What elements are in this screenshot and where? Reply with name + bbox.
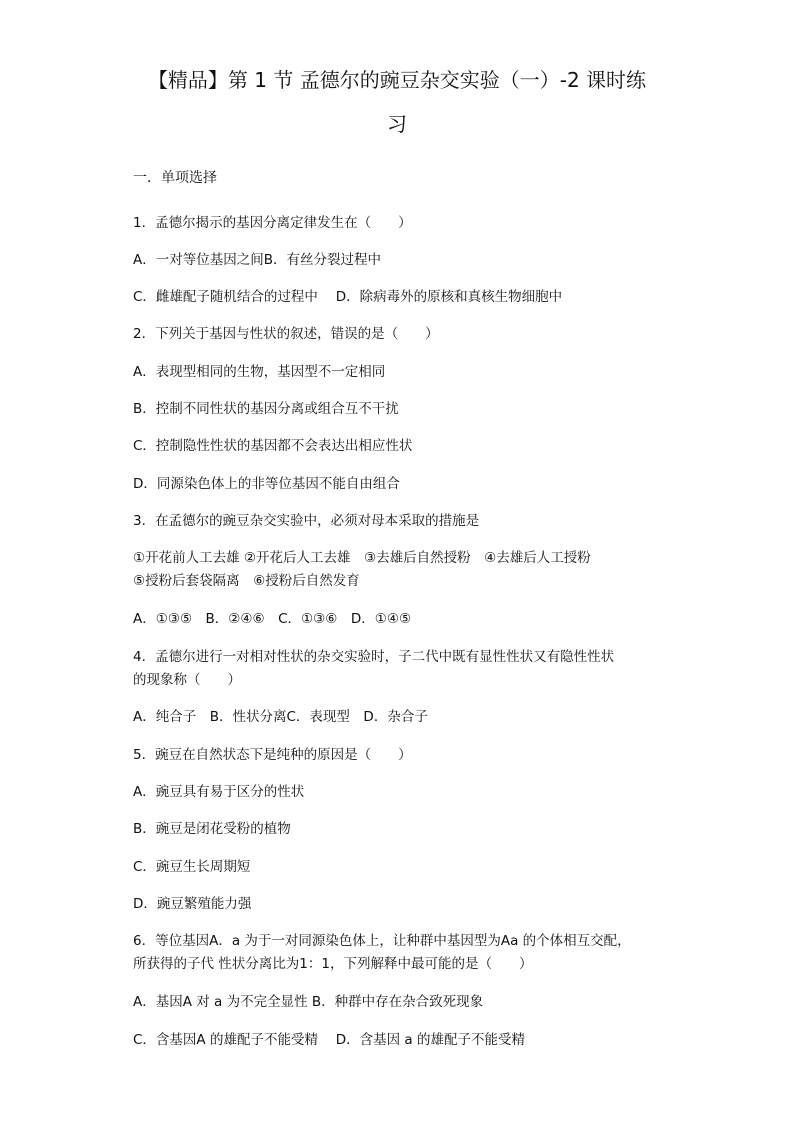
question-5-stem: 5．豌豆在自然状态下是纯种的原因是（ ） [133, 747, 412, 763]
question-2-option-d: D．同源染色体上的非等位基因不能自由组合 [133, 476, 400, 492]
question-6-options-cd: C．含基因A 的雄配子不能受精 D．含基因 a 的雄配子不能受精 [133, 1032, 525, 1048]
question-5-option-b: B．豌豆是闭花受粉的植物 [133, 821, 291, 837]
question-5-option-c: C．豌豆生长周期短 [133, 859, 251, 875]
question-3-stem: 3．在孟德尔的豌豆杂交实验中，必须对母本采取的措施是 [133, 513, 480, 529]
question-3-options: A．①③⑤ B．②④⑥ C．①③⑥ D．①④⑤ [133, 611, 412, 627]
question-2-option-c: C．控制隐性性状的基因都不会表达出相应性状 [133, 438, 413, 454]
question-6-stem-line2: 所获得的子代 性状分离比为1：1，下列解释中最可能的是（ ） [133, 956, 533, 972]
question-3-measures-line1: ①开花前人工去雄 ②开花后人工去雄 ③去雄后自然授粉 ④去雄后人工授粉 [133, 550, 591, 566]
question-1-options-cd: C．雌雄配子随机结合的过程中 D．除病毒外的原核和真核生物细胞中 [133, 289, 563, 305]
question-4-options: A．纯合子 B．性状分离C．表现型 D．杂合子 [133, 709, 428, 725]
document-title: 【精品】第 1 节 孟德尔的豌豆杂交实验（一）-2 课时练 [147, 68, 647, 92]
question-4-stem-line2: 的现象称（ ） [133, 672, 241, 688]
question-1-options-ab: A．一对等位基因之间B．有丝分裂过程中 [133, 252, 381, 268]
question-5-option-a: A．豌豆具有易于区分的性状 [133, 784, 305, 800]
section-heading: 一．单项选择 [133, 170, 217, 186]
question-6-options-ab: A．基因A 对 a 为不完全显性 B．种群中存在杂合致死现象 [133, 994, 484, 1010]
question-2-stem: 2．下列关于基因与性状的叙述，错误的是（ ） [133, 326, 439, 342]
question-1-stem: 1．孟德尔揭示的基因分离定律发生在（ ） [133, 215, 412, 231]
question-5-option-d: D．豌豆繁殖能力强 [133, 896, 252, 912]
question-3-measures-line2: ⑤授粉后套袋隔离 ⑥授粉后自然发育 [133, 573, 360, 589]
question-2-option-a: A．表现型相同的生物，基因型不一定相同 [133, 364, 386, 380]
document-title-continued: 习 [387, 112, 407, 136]
question-6-stem-line1: 6．等位基因A．a 为于一对同源染色体上，让种群中基因型为Aa 的个体相互交配， [133, 933, 631, 949]
question-4-stem-line1: 4．孟德尔进行一对相对性状的杂交实验时，子二代中既有显性性状又有隐性性状 [133, 649, 615, 665]
question-2-option-b: B．控制不同性状的基因分离或组合互不干扰 [133, 401, 399, 417]
